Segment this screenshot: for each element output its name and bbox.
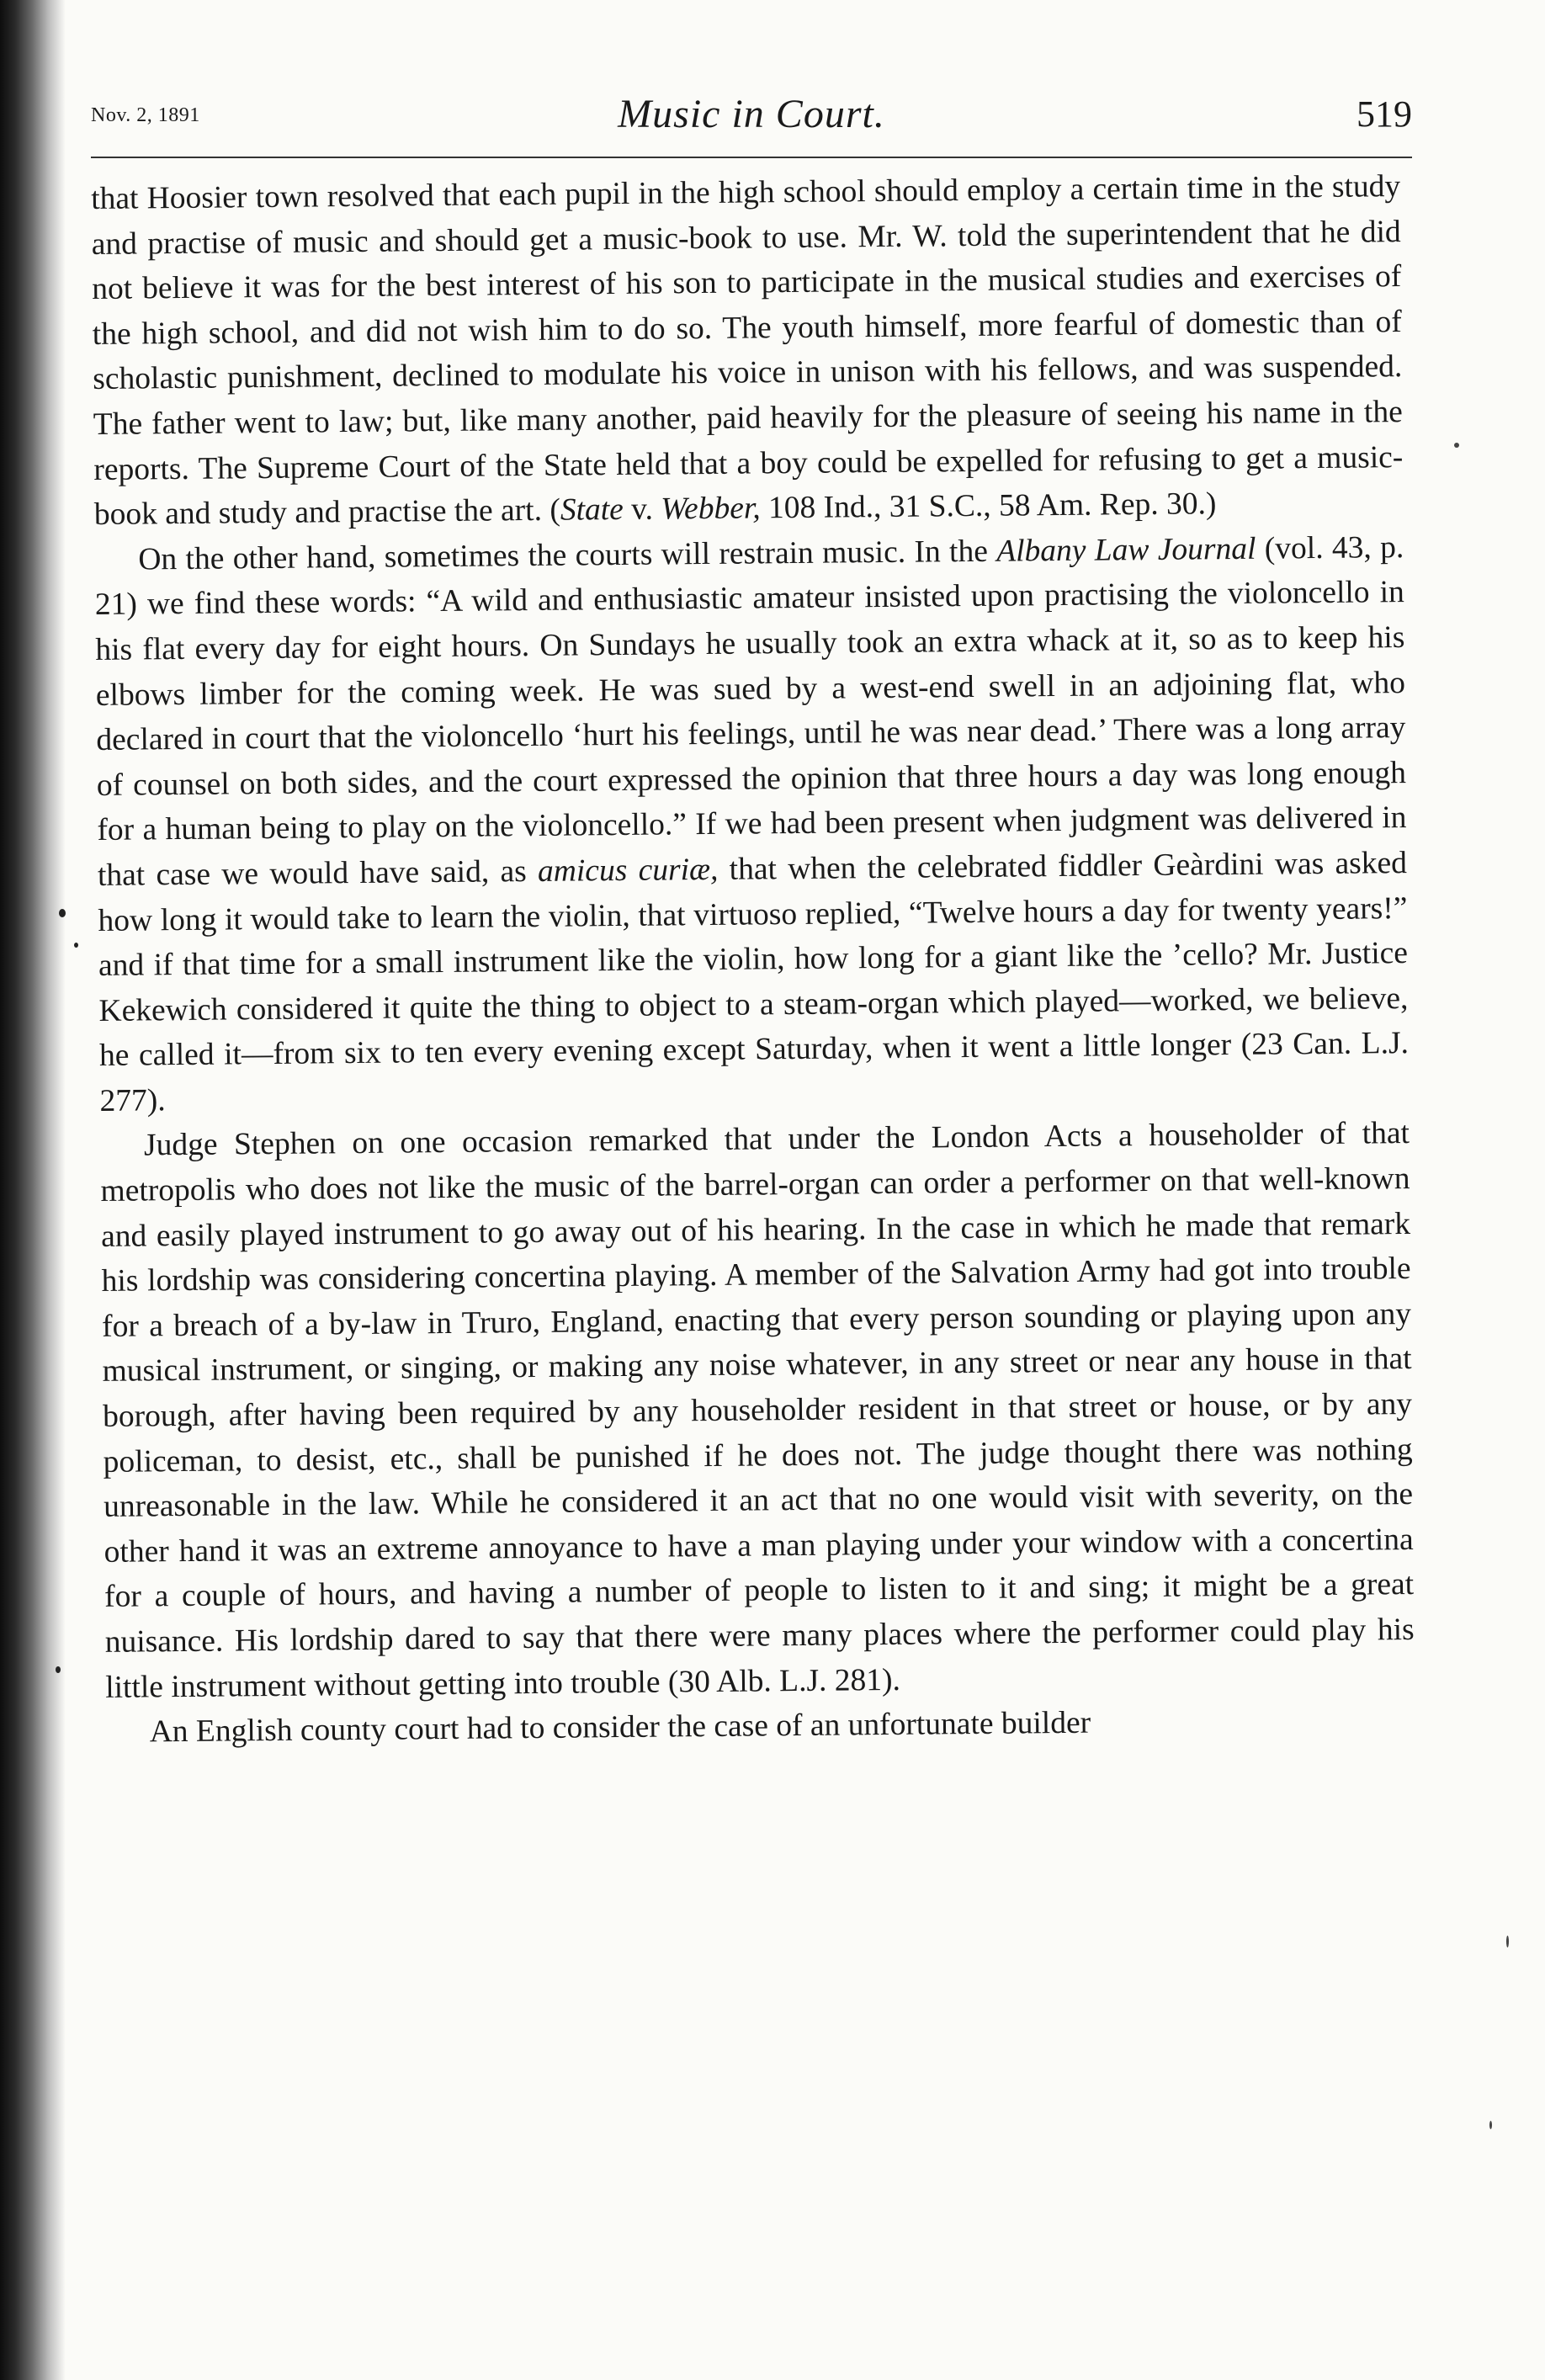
paragraph-text: 108 Ind., 31 S.C., 58 Am. Rep. 30.) <box>760 486 1217 526</box>
paragraph <box>91 164 1404 538</box>
header-title: Music in Court. <box>618 92 885 136</box>
scan-speck <box>59 909 66 917</box>
paragraph-text: On the other hand, sometimes the courts will restrain music. In the <box>138 534 997 577</box>
italic-citation: State <box>560 492 624 528</box>
margin-mark <box>1454 443 1459 448</box>
article-body <box>91 164 1415 1756</box>
paragraph-text: An English county court had to consider the case of an unfortunate builder <box>149 1705 1091 1750</box>
paragraph-text: that when the celebrated fiddler Geàrdini was asked how long it would take to learn the violin, that virtuoso replied, “Twelve hours a day for twenty years!” and if that time for a small instrument like the violin, how long for a giant like the ’cello? Mr. Justice Kekewich considered it quite the thing to object to a steam-organ which played—worked, we believe, he called it—from six to ten every evening except Saturday, when it went a little longer (23 Can. L.J. 277). <box>98 845 1410 1118</box>
paragraph-text: v. <box>623 491 661 528</box>
margin-mark <box>1506 1936 1509 1947</box>
page-number: 519 <box>1357 93 1412 135</box>
paragraph-text: that Hoosier town resolved that each pupil in the high school should employ a certain time in the study and practise of music and should get a music-book to use. Mr. W. told the superintendent that he did not believe it was for the best interest of his son to participate in the musical studies and exercises of the high school, and did not wish him to do so. The youth himself, more fearful of domestic than of scholastic punishment, declined to modulate his voice in unison with his fellows, and was suspended. The father went to law; but, like many another, paid heavily for the pleasure of seeing his name in the reports. The Supreme Court of the State held that a boy could be expelled for refusing to get a music-book and study and practise the art. ( <box>91 169 1404 533</box>
paragraph-text: (vol. 43, p. 21) we find these words: “A wild and enthusiastic amateur insisted upon practising the violoncello in his flat every day for eight hours. On Sundays he usually took an extra whack at it, so as to keep his elbows limber for the coming week. He was sued by a west-end swell in an adjoining flat, who declared in court that the violoncello ‘hurt his feelings, until he was near dead.’ There was a long array of counsel on both sides, and the court expressed the opinion that three hours a day was long enough for a human being to play on the violoncello.” If we had been present when judgment was delivered in that case we would have said, as <box>94 529 1407 893</box>
paragraph <box>94 525 1410 1124</box>
margin-mark <box>1489 2121 1492 2129</box>
italic-citation: Webber, <box>661 491 761 527</box>
running-header <box>91 89 1412 148</box>
italic-citation: amicus curiæ, <box>537 852 719 889</box>
paragraph <box>100 1111 1415 1710</box>
binding-shadow <box>0 0 66 2380</box>
italic-citation: Albany Law Journal <box>996 531 1256 569</box>
header-rule <box>91 157 1412 158</box>
scan-speck <box>74 943 78 948</box>
header-date: Nov. 2, 1891 <box>91 104 200 126</box>
scan-speck <box>56 1666 61 1673</box>
paragraph-text: Judge Stephen on one occasion remarked that under the London Acts a householder of that metropolis who does not like the music of the barrel-organ can order a performer on that well-known and easily played instrument to go away out of his hearing. In the case in which he made that remark his lordship was considering concertina playing. A member of the Salvation Army had got into trouble for a breach of a by-law in Truro, England, enacting that every person sounding or playing upon any musical instrument, or singing, or making any noise whatever, in any street or near any house in that borough, after having been required by any householder resident in that street or house, or by any policeman, to desist, etc., shall be punished if he does not. The judge thought there was nothing unreasonable in the law. While he considered it an act that no one would visit with severity, on the other hand it was an extreme annoyance to have a man playing under your window with a concertina for a couple of hours, and having a number of people to listen to it and sing; it might be a great nuisance. His lordship dared to say that there were many places where the performer could play his little instrument without getting into trouble (30 Alb. L.J. 281). <box>100 1116 1415 1705</box>
